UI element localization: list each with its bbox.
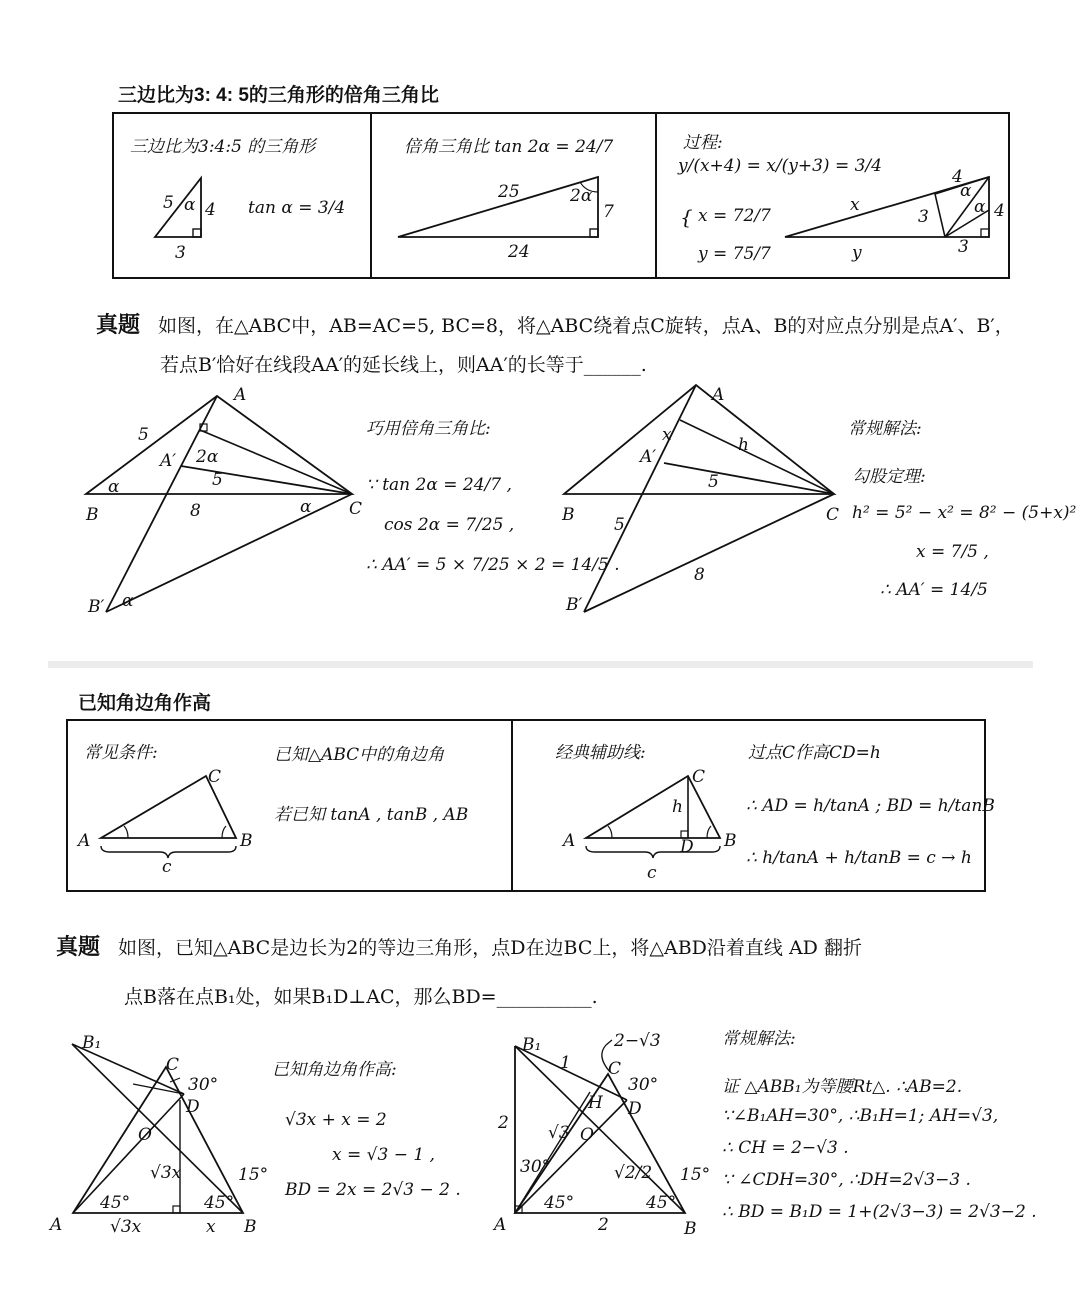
left-line1: 已知△ABC中的角边角 [274, 745, 445, 765]
cell1-formula: tan α = 3/4 [248, 198, 346, 218]
normal-title: 常规解法: [848, 419, 922, 439]
method-line1: ∵ tan 2α = 24/7 , [366, 475, 512, 495]
pt-label: C [208, 767, 222, 787]
pt-label: B′ [88, 597, 105, 617]
pt-label: C [826, 505, 840, 525]
cell1-title: 三边比为3:4:5 的三角形 [130, 137, 316, 157]
len-label: 2 [598, 1215, 609, 1235]
pt-label: B′ [566, 595, 583, 615]
pt-label: A [494, 1215, 507, 1235]
angle-label: 30° [520, 1157, 551, 1177]
section2-title: 已知角边角作高 [78, 693, 212, 714]
pt-label: B [240, 831, 253, 851]
left-line2: 若已知 tanA , tanB , AB [274, 805, 469, 825]
len-label: h [672, 797, 683, 817]
angle-label: 45° [646, 1193, 677, 1213]
pt-label: A [563, 831, 576, 851]
tri-label: 4 [205, 200, 216, 220]
normal-line1: 勾股定理: [852, 467, 926, 487]
right-eq2: ∴ h/tanA + h/tanB = c → h [746, 848, 972, 868]
fig-label: x [850, 195, 860, 215]
tri-label: 24 [508, 242, 530, 262]
fig-label: α [974, 197, 986, 217]
len-label: √2/2 [614, 1163, 653, 1183]
pt-label: B [684, 1219, 697, 1239]
normal-line3: x = 7/5 , [916, 542, 989, 562]
problem1-text: 如图，在△ABC中，AB=AC=5, BC=8，将△ABC绕着点C旋转，点A、B的对应点分别是点A′、B′， [158, 315, 1014, 337]
method-line2: cos 2α = 7/25 , [384, 515, 515, 535]
p2-normal-line3: ∴ CH = 2−√3 . [722, 1138, 849, 1158]
pt-label: C [608, 1059, 622, 1079]
pt-label: C [692, 767, 706, 787]
left-title: 常见条件: [84, 743, 158, 763]
len-label: x [206, 1217, 216, 1237]
tri-label: 7 [603, 202, 614, 222]
len-label: 2 [498, 1113, 509, 1133]
pt-label: B₁ [522, 1035, 542, 1055]
angle-label: 45° [100, 1193, 131, 1213]
p2-method-line3: BD = 2x = 2√3 − 2 . [285, 1180, 461, 1200]
cell2-title-text: 倍角三角比 tan 2α = 24/7 [404, 137, 614, 157]
section1-title: 三边比为3: 4: 5的三角形的倍角三角比 [118, 85, 439, 106]
p2-normal-line1: 证 △ABB₁为等腰Rt△. ∴AB=2. [722, 1077, 963, 1097]
angle-label: 30° [188, 1075, 219, 1095]
pt-label: D [186, 1097, 200, 1117]
len-label: 1 [560, 1053, 571, 1073]
p2-method-line1: √3x + x = 2 [285, 1110, 387, 1130]
right-line1: 过点C作高CD=h [748, 743, 881, 763]
problem2-line2: 点B落在点B₁处，如果B₁D⊥AC，那么BD=__________. [124, 986, 598, 1008]
len-label: 2−√3 [614, 1031, 661, 1051]
method-line3: ∴ AA′ = 5 × 7/25 × 2 = 14/5 . [366, 555, 620, 575]
pt-label: D [628, 1099, 642, 1119]
cell3-y: y = 75/7 [698, 244, 771, 264]
pt-label: H [588, 1093, 603, 1113]
fig-label: 4 [994, 201, 1005, 221]
fig-label: y [852, 243, 862, 263]
len-label: x [662, 425, 672, 445]
problem1-tag: 真题 [96, 312, 141, 338]
normal-line2: h² = 5² − x² = 8² − (5+x)² [852, 503, 1077, 523]
p2-method-title: 已知角边角作高: [272, 1060, 397, 1080]
angle-label: α [108, 477, 120, 497]
fig-label: 4 [952, 167, 963, 187]
problem2-tag: 真题 [56, 934, 101, 960]
right-eq1: ∴ AD = h/tanA ; BD = h/tanB [746, 796, 995, 816]
angle-label: 45° [204, 1193, 235, 1213]
pt-label: C [349, 499, 363, 519]
len-label: 8 [694, 565, 705, 585]
p2-normal-line5: ∴ BD = B₁D = 1+(2√3−3) = 2√3−2 . [722, 1202, 1037, 1222]
len-label: 8 [190, 501, 201, 521]
pt-label: B [724, 831, 737, 851]
len-label: 5 [138, 425, 149, 445]
pt-label: A′ [640, 447, 657, 467]
angle-label: 2α [570, 186, 593, 206]
len-label: c [647, 863, 657, 883]
angle-label: 2α [196, 447, 219, 467]
pt-label: B [244, 1217, 257, 1237]
p2-normal-line2: ∵∠B₁AH=30°, ∴B₁H=1; AH=√3, [722, 1106, 999, 1126]
pt-label: A [50, 1215, 63, 1235]
tri-label: 25 [498, 182, 520, 202]
tri-label: 3 [175, 243, 186, 263]
len-label: √3x [110, 1217, 142, 1237]
pt-label: C [166, 1055, 180, 1075]
pt-label: A′ [160, 451, 177, 471]
tri-label: 5 [163, 193, 174, 213]
pt-label: O [580, 1125, 594, 1145]
angle-label: 15° [238, 1165, 269, 1185]
normal-line4: ∴ AA′ = 14/5 [880, 580, 988, 600]
len-label: 5 [212, 470, 223, 490]
p2-normal-title: 常规解法: [722, 1029, 796, 1049]
fig-label: 3 [918, 207, 929, 227]
pt-label: D [680, 837, 694, 857]
brace: { [680, 205, 693, 229]
p2-normal-line4: ∵ ∠CDH=30°, ∴DH=2√3−3 . [722, 1170, 971, 1190]
problem1-line2: 若点B′恰好在线段AA′的延长线上，则AA′的长等于______. [160, 354, 647, 376]
cell3-title: 过程: [683, 133, 723, 153]
len-label: 5 [708, 472, 719, 492]
angle-label: 30° [628, 1075, 659, 1095]
p2-method-line2: x = √3 − 1 , [332, 1145, 435, 1165]
right-title: 经典辅助线: [555, 743, 646, 763]
method-title: 巧用倍角三角比: [366, 419, 491, 439]
angle-label: α [300, 497, 312, 517]
angle-label: 15° [680, 1165, 711, 1185]
len-label: √3 [548, 1123, 570, 1143]
fig-label: α [960, 181, 972, 201]
len-label: h [738, 435, 749, 455]
pt-label: A [234, 385, 247, 405]
cell3-x: x = 72/7 [698, 206, 771, 226]
problem2-text: 如图，已知△ABC是边长为2的等边三角形，点D在边BC上，将△ABD沿着直线 AD 翻折 [118, 937, 862, 959]
cell3-eq1: y/(x+4) = x/(y+3) = 3/4 [678, 156, 882, 176]
fig-label: 3 [958, 237, 969, 257]
pt-label: B [562, 505, 575, 525]
angle-label: 45° [544, 1193, 575, 1213]
angle-label: α [184, 195, 196, 215]
pt-label: B [86, 505, 99, 525]
pt-label: O [138, 1125, 152, 1145]
pt-label: B₁ [82, 1033, 102, 1053]
len-label: c [162, 857, 172, 877]
len-label: √3x [150, 1163, 182, 1183]
pt-label: A [712, 385, 725, 405]
len-label: 5 [614, 515, 625, 535]
angle-label: α [122, 591, 134, 611]
pt-label: A [78, 831, 91, 851]
